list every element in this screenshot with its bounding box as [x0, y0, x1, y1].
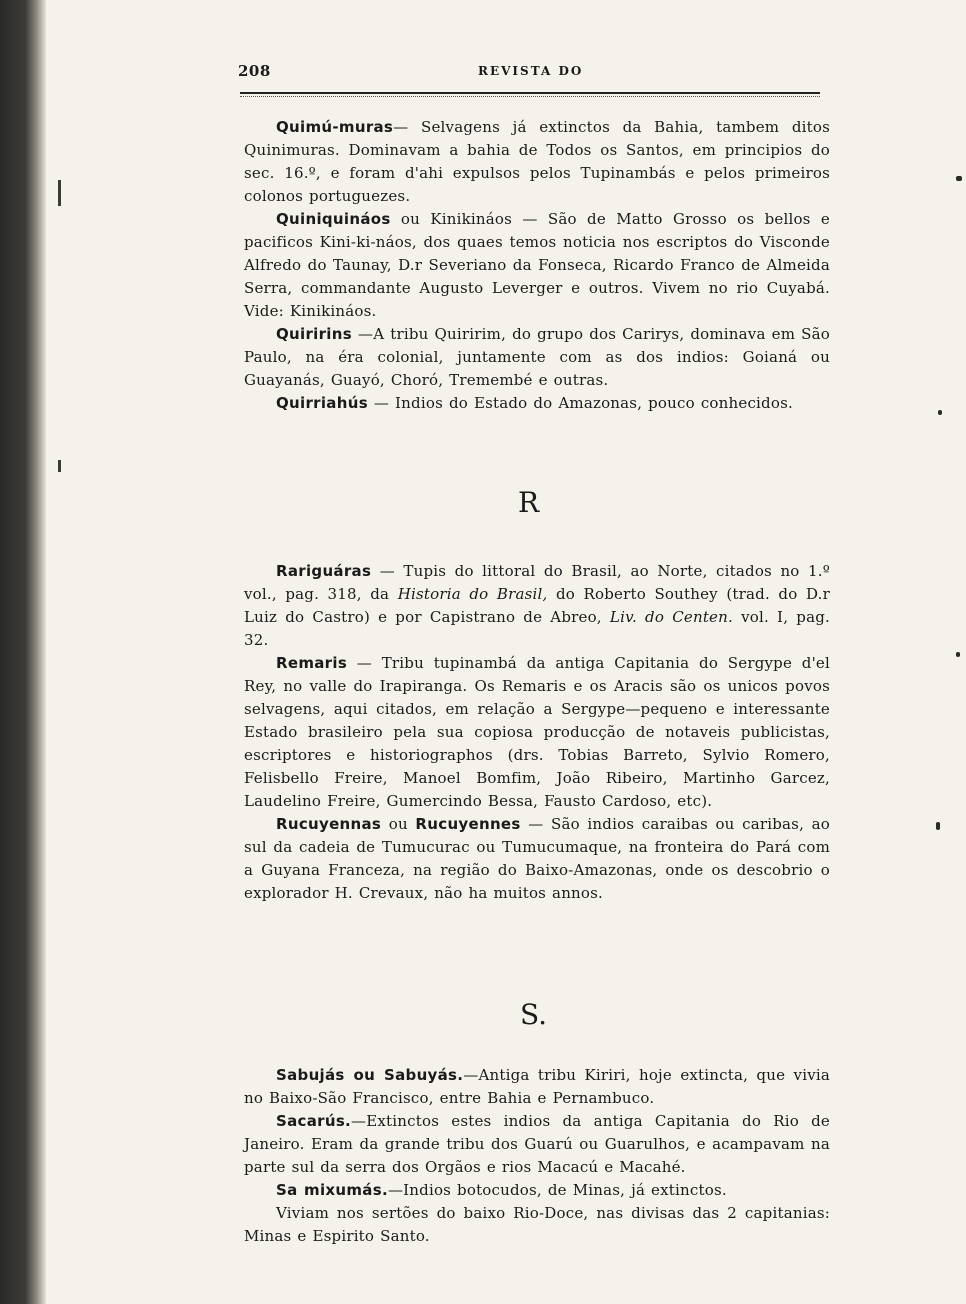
- scan-speck: [938, 410, 942, 415]
- entry-samixumas-continued: [244, 1202, 830, 1248]
- entry-headword: Quiniquináos: [276, 210, 391, 228]
- page-number: 208: [238, 62, 271, 80]
- entry-text: ou Kinikináos — São de Matto Grosso os bellos e pacificos Kini-ki-náos, dos quaes temos noticia nos escriptos do Visconde Alfredo do Taunay, D.r Severiano da Fonseca, Ricardo Franco de Almeida Serra, commandante Augusto Leverger e outros. Vivem no rio Cuyabá. Vide: Kinikináos.: [244, 210, 830, 320]
- entry-headword: Quimú-muras: [276, 118, 394, 136]
- section-q: [244, 116, 830, 415]
- page-header: [238, 62, 838, 86]
- scan-mark: [58, 460, 61, 472]
- entry-text: do Roberto Southey (trad. do D.r Luiz do Castro) e por Capistrano de Abreo,: [244, 585, 830, 626]
- scan-speck: [956, 652, 960, 657]
- entry-samixumas: [244, 1179, 830, 1202]
- entry-text: vol. I, pag. 32.: [244, 608, 830, 649]
- entry-headword: Quiririns: [276, 325, 352, 343]
- entry-remaris: [244, 652, 830, 813]
- entry-rucuyennas: [244, 813, 830, 905]
- entry-text: — Tribu tupinambá da antiga Capitania do Sergype d'el Rey, no valle do Irapiranga. Os Remaris e os Aracis são os unicos povos selvagens, aqui citados, em relação a Sergype—pequeno e interessante Estado brasileiro pela sua copiosa producção de notaveis publicistas, escriptores e historiographos (drs. Tobias Barreto, Sylvio Romero, Felisbello Freire, Manoel Bomfim, João Ribeiro, Martinho Garcez, Laudelino Freire, Gumercindo Bessa, Fausto Cardoso, etc).: [244, 654, 830, 810]
- entry-headword: Sabujás ou Sabuyás.: [276, 1066, 464, 1084]
- book-title: Historia do Brasil,: [397, 585, 548, 603]
- entry-rariguaras: [244, 560, 830, 652]
- entry-quimu-muras: [244, 116, 830, 208]
- running-title: REVISTA DO: [478, 64, 584, 78]
- entry-text: —Extinctos estes indios da antiga Capitania do Rio de Janeiro. Eram da grande tribu dos Guarú ou Guarulhos, e acampavam na parte sul da serra dos Orgãos e rios Macacú e Macahé.: [244, 1112, 830, 1176]
- entry-text: —A tribu Quiririm, do grupo dos Carirys, dominava em São Paulo, na éra colonial, juntamente com as dos indios: Goianá ou Guayanás, Guayó, Choró, Tremembé e outras.: [244, 325, 830, 389]
- entry-text: — Tupis do littoral do Brasil, ao Norte, citados no 1.º vol., pag. 318, da: [244, 562, 830, 603]
- entry-quirriahus: [244, 392, 830, 415]
- entry-text: — São indios caraibas ou caribas, ao sul da cadeia de Tumucurac ou Tumucumaque, na fronteira do Pará com a Guyana Franceza, na região do Baixo-Amazonas, onde os descobrio o explorador H. Crevaux, não ha muitos annos.: [244, 815, 830, 902]
- entry-quiniquinaos: [244, 208, 830, 323]
- entry-text: —Antiga tribu Kiriri, hoje extincta, que vivia no Baixo-São Francisco, entre Bahia e Pernambuco.: [244, 1066, 831, 1107]
- entry-text: —Indios botocudos, de Minas, já extinctos.: [387, 1181, 727, 1199]
- scan-speck: [936, 822, 940, 830]
- entry-headword: Rucuyennas: [276, 815, 382, 833]
- section-letter-r: R: [518, 486, 540, 519]
- entry-text: ou: [381, 815, 416, 833]
- scan-mark: [58, 180, 61, 206]
- header-rule: [240, 92, 820, 94]
- section-letter-s: S.: [520, 998, 548, 1031]
- entry-text: Viviam nos sertões do baixo Rio-Doce, nas divisas das 2 capitanias: Minas e Espirito Santo.: [244, 1204, 830, 1245]
- entry-headword: Remaris: [276, 654, 348, 672]
- entry-headword: Quirriahús: [276, 394, 368, 412]
- section-s: [244, 1064, 830, 1248]
- entry-headword: Sacarús.: [276, 1112, 352, 1130]
- entry-sacarus: [244, 1110, 830, 1179]
- entry-text: — Indios do Estado do Amazonas, pouco conhecidos.: [367, 394, 793, 412]
- entry-headword: Rariguáras: [276, 562, 372, 580]
- book-title: Liv. do Centen.: [609, 608, 733, 626]
- entry-headword-alt: Rucuyennes: [415, 815, 521, 833]
- header-rule-dotted: [240, 96, 820, 97]
- entry-text: — Selvagens já extinctos da Bahia, tambem ditos Quinimuras. Dominavam a bahia de Todos os Santos, em principios do sec. 16.º, e foram d'ahi expulsos pelos Tupinambás e pelos primeiros colonos portuguezes.: [244, 118, 830, 205]
- entry-headword: Sa mixumás.: [276, 1181, 388, 1199]
- scan-speck: [956, 176, 962, 181]
- section-r: [244, 560, 830, 905]
- entry-sabujas: [244, 1064, 830, 1110]
- entry-quiririns: [244, 323, 830, 392]
- book-spine-shadow: [0, 0, 46, 1304]
